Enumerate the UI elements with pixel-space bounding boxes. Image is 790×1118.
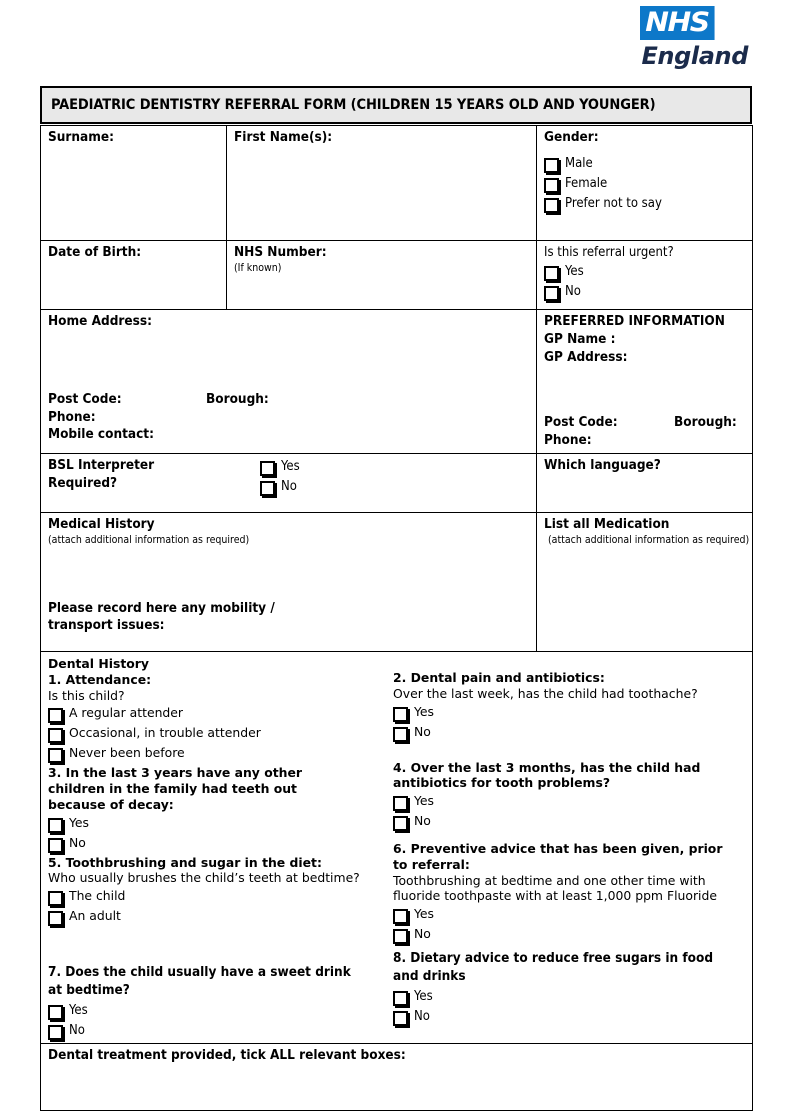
urgent-option-label: No	[565, 284, 581, 300]
q7-option-no[interactable]	[48, 1023, 383, 1040]
checkbox-icon[interactable]	[393, 727, 408, 742]
row-dental-treatment	[41, 1043, 753, 1110]
q1-option-occasional-attender[interactable]	[48, 726, 383, 743]
checkbox-icon[interactable]	[48, 1025, 63, 1040]
which-language-label: Which language?	[544, 457, 661, 474]
q2-prompt: Over the last week, has the child had toothache?	[393, 685, 698, 701]
q6-prompt-line2: fluoride toothpaste with at least 1,000 ppm Fluoride	[393, 888, 717, 904]
first-names-label: First Name(s):	[234, 129, 333, 145]
q6-option-label: Yes	[414, 906, 435, 922]
checkbox-icon[interactable]	[48, 911, 63, 926]
checkbox-icon[interactable]	[48, 838, 63, 853]
q3-title-line3: because of decay:	[48, 796, 174, 812]
bsl-option-label: No	[281, 479, 297, 495]
bsl-label-line2: Required?	[48, 474, 118, 491]
q4-option-yes[interactable]	[393, 794, 746, 811]
q4-option-label: Yes	[414, 793, 435, 809]
checkbox-icon[interactable]	[48, 708, 63, 723]
dental-history-left-column	[48, 656, 389, 1040]
q2-title: 2. Dental pain and antibiotics:	[393, 670, 605, 686]
checkbox-icon[interactable]	[393, 816, 408, 831]
row-dob-urgent	[41, 241, 753, 310]
surname-label: Surname:	[48, 129, 114, 145]
cell-home-address[interactable]	[41, 310, 537, 454]
dental-history-heading: Dental History	[48, 656, 149, 672]
checkbox-icon[interactable]	[393, 707, 408, 722]
cell-nhs-number[interactable]	[227, 241, 537, 310]
gender-option-label: Prefer not to say	[565, 195, 662, 211]
q7-spacer	[48, 926, 383, 964]
gender-option-female[interactable]	[544, 176, 752, 193]
bsl-label-line1: BSL Interpreter	[48, 457, 155, 474]
q8-option-label: Yes	[414, 988, 433, 1004]
home-phone-label: Phone:	[48, 408, 96, 425]
q6-title-line2: to referral:	[393, 856, 470, 872]
checkbox-icon[interactable]	[544, 158, 559, 173]
checkbox-icon[interactable]	[544, 198, 559, 213]
q7-title-line1: 7. Does the child usually have a sweet drink	[48, 964, 351, 981]
gender-option-label: Male	[565, 155, 593, 171]
nhs-england-wordmark: England	[641, 42, 748, 70]
cell-list-all-medication[interactable]	[537, 513, 753, 652]
mobility-label-line2: transport issues:	[48, 617, 165, 634]
row-bsl	[41, 454, 753, 513]
q3-title-line2: children in the family had teeth out	[48, 781, 297, 797]
checkbox-icon[interactable]	[544, 178, 559, 193]
cell-medical-history[interactable]	[41, 513, 537, 652]
checkbox-icon[interactable]	[393, 991, 408, 1006]
q1-prompt: Is this child?	[48, 687, 125, 703]
q7-title-line2: at bedtime?	[48, 981, 130, 998]
q2-option-label: No	[414, 723, 431, 739]
q7-option-label: Yes	[69, 1002, 88, 1018]
q5-option-an-adult[interactable]	[48, 909, 383, 926]
gp-borough-label: Borough:	[674, 414, 737, 431]
checkbox-icon[interactable]	[393, 796, 408, 811]
q3-option-label: No	[69, 834, 86, 850]
q6-option-label: No	[414, 926, 431, 942]
q7-option-label: No	[69, 1022, 85, 1038]
q4-option-label: No	[414, 813, 431, 829]
form-title: PAEDIATRIC DENTISTRY REFERRAL FORM (CHILDREN 15 YEARS OLD AND YOUNGER)	[51, 97, 656, 113]
q1-option-label: Occasional, in trouble attender	[69, 725, 261, 741]
checkbox-icon[interactable]	[260, 481, 275, 496]
gender-option-male[interactable]	[544, 156, 752, 173]
urgent-option-label: Yes	[565, 264, 584, 280]
nhs-england-logo	[640, 6, 748, 68]
cell-referral-urgent	[537, 241, 753, 310]
medical-history-heading: Medical History	[48, 516, 155, 533]
dental-history-right-column	[389, 656, 746, 1040]
checkbox-icon[interactable]	[544, 266, 559, 281]
cell-gender	[537, 126, 753, 241]
cell-date-of-birth[interactable]	[41, 241, 227, 310]
gender-option-label: Female	[565, 175, 608, 191]
checkbox-icon[interactable]	[48, 1005, 63, 1020]
cell-dental-treatment	[41, 1043, 753, 1110]
gp-post-code-label: Post Code:	[544, 414, 618, 431]
mobility-label-line1: Please record here any mobility /	[48, 599, 275, 616]
q5-title: 5. Toothbrushing and sugar in the diet:	[48, 854, 322, 870]
home-post-code-label: Post Code:	[48, 390, 122, 407]
nhs-number-label: NHS Number:	[234, 244, 327, 260]
cell-bsl-interpreter	[41, 454, 537, 513]
date-of-birth-label: Date of Birth:	[48, 244, 142, 260]
preferred-information-heading: PREFERRED INFORMATION	[544, 313, 725, 329]
q8-option-yes[interactable]	[393, 989, 746, 1006]
q4-option-no[interactable]	[393, 814, 746, 831]
row-medical	[41, 513, 753, 652]
q2-option-no[interactable]	[393, 725, 746, 742]
q5-option-label: The child	[69, 888, 126, 904]
cell-surname[interactable]	[41, 126, 227, 241]
q8-option-no[interactable]	[393, 1009, 746, 1026]
gender-option-prefer-not-to-say[interactable]	[544, 196, 752, 213]
checkbox-icon[interactable]	[48, 748, 63, 763]
q3-option-yes[interactable]	[48, 816, 383, 833]
q7-option-yes[interactable]	[48, 1003, 383, 1020]
nhs-logo-mark: NHS	[640, 6, 715, 40]
q6-prompt-line1: Toothbrushing at bedtime and one other time with	[393, 872, 706, 888]
home-borough-label: Borough:	[206, 390, 269, 407]
q1-option-never-been-before[interactable]	[48, 746, 383, 763]
gp-address-label: GP Address:	[544, 348, 628, 365]
cell-dental-history	[41, 652, 753, 1044]
q1-option-regular-attender[interactable]	[48, 706, 383, 723]
nhs-number-note: (If known)	[234, 261, 282, 274]
cell-preferred-information[interactable]	[537, 310, 753, 454]
gender-label: Gender:	[544, 129, 599, 145]
row-addresses	[41, 310, 753, 454]
q8-option-label: No	[414, 1008, 430, 1024]
cell-which-language[interactable]	[537, 454, 753, 513]
bsl-option-yes[interactable]	[260, 459, 300, 476]
checkbox-icon[interactable]	[544, 286, 559, 301]
form-grid	[40, 125, 753, 1111]
home-mobile-label: Mobile contact:	[48, 426, 154, 443]
checkbox-icon[interactable]	[260, 461, 275, 476]
q1-title: 1. Attendance:	[48, 671, 152, 687]
q6-option-no[interactable]	[393, 927, 746, 944]
q3-title-line1: 3. In the last 3 years have any other	[48, 765, 302, 781]
checkbox-icon[interactable]	[393, 909, 408, 924]
cell-first-names[interactable]	[227, 126, 537, 241]
medication-note: (attach additional information as required)	[548, 533, 750, 546]
q3-option-no[interactable]	[48, 836, 383, 853]
q2-option-yes[interactable]	[393, 705, 746, 722]
q5-prompt: Who usually brushes the child’s teeth at bedtime?	[48, 870, 360, 886]
q1-option-label: A regular attender	[69, 705, 184, 721]
checkbox-icon[interactable]	[48, 818, 63, 833]
q4-title-line2: antibiotics for tooth problems?	[393, 775, 611, 791]
q2-option-label: Yes	[414, 703, 435, 719]
q6-option-yes[interactable]	[393, 907, 746, 924]
dental-treatment-heading: Dental treatment provided, tick ALL relevant boxes:	[48, 1046, 406, 1063]
urgent-option-no[interactable]	[544, 284, 752, 301]
gp-name-label: GP Name :	[544, 330, 616, 347]
q6-title-line1: 6. Preventive advice that has been given, prior	[393, 841, 723, 857]
checkbox-icon[interactable]	[393, 929, 408, 944]
q4-title-line1: 4. Over the last 3 months, has the child had	[393, 759, 701, 775]
referral-urgent-label: Is this referral urgent?	[544, 245, 674, 260]
row-dental-history	[41, 652, 753, 1044]
q1-option-label: Never been before	[69, 745, 185, 761]
q8-title-line2: and drinks	[393, 967, 466, 984]
bsl-option-no[interactable]	[260, 479, 300, 496]
medication-heading: List all Medication	[544, 516, 670, 533]
checkbox-icon[interactable]	[48, 891, 63, 906]
q5-option-label: An adult	[69, 908, 121, 924]
gp-phone-label: Phone:	[544, 432, 592, 449]
form-title-bar	[40, 86, 752, 124]
q5-option-the-child[interactable]	[48, 889, 383, 906]
q3-option-label: Yes	[69, 814, 90, 830]
referral-form	[40, 86, 752, 1111]
checkbox-icon[interactable]	[48, 728, 63, 743]
medical-history-note: (attach additional information as required)	[48, 533, 250, 546]
home-address-label: Home Address:	[48, 313, 152, 329]
row-name-gender	[41, 126, 753, 241]
q8-title-line1: 8. Dietary advice to reduce free sugars in food	[393, 950, 714, 967]
bsl-option-label: Yes	[281, 459, 300, 475]
urgent-option-yes[interactable]	[544, 264, 752, 281]
checkbox-icon[interactable]	[393, 1011, 408, 1026]
